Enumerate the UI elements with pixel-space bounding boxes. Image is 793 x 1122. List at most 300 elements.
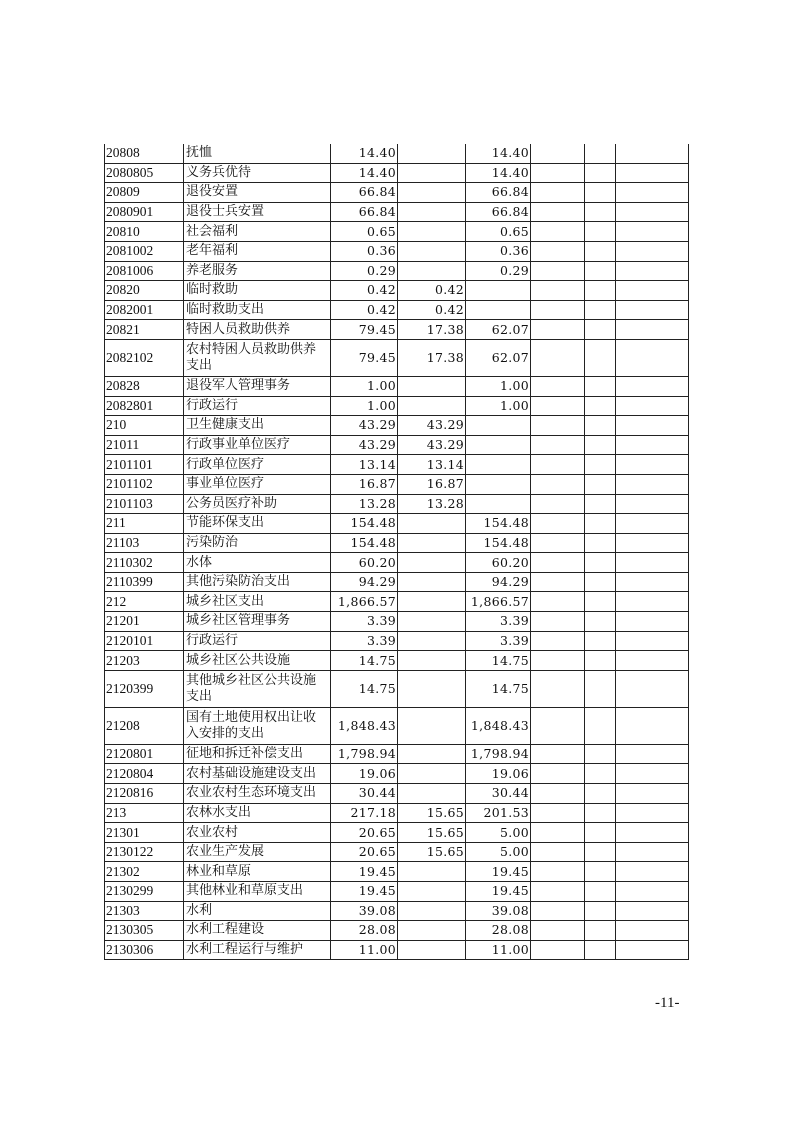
basic-expenditure-cell bbox=[398, 940, 466, 960]
total-amount-cell: 154.48 bbox=[331, 514, 398, 534]
table-row bbox=[105, 882, 689, 902]
account-code-cell: 2130122 bbox=[105, 842, 184, 862]
project-expenditure-cell bbox=[466, 455, 531, 475]
total-amount-cell: 0.36 bbox=[331, 241, 398, 261]
account-name-cell: 行政运行 bbox=[184, 631, 331, 651]
empty-cell bbox=[531, 862, 585, 882]
account-code-cell: 21303 bbox=[105, 901, 184, 921]
empty-cell bbox=[616, 901, 689, 921]
account-name-cell: 城乡社区公共设施 bbox=[184, 651, 331, 671]
account-code-cell: 2130305 bbox=[105, 921, 184, 941]
table-row bbox=[105, 474, 689, 494]
account-code-cell: 2080901 bbox=[105, 202, 184, 222]
empty-cell bbox=[585, 670, 616, 707]
account-name-cell: 社会福利 bbox=[184, 222, 331, 242]
empty-cell bbox=[616, 416, 689, 436]
total-amount-cell: 43.29 bbox=[331, 435, 398, 455]
empty-cell bbox=[531, 339, 585, 376]
basic-expenditure-cell bbox=[398, 514, 466, 534]
table-row bbox=[105, 842, 689, 862]
empty-cell bbox=[616, 764, 689, 784]
empty-cell bbox=[616, 940, 689, 960]
account-name-cell: 老年福利 bbox=[184, 241, 331, 261]
empty-cell bbox=[585, 803, 616, 823]
account-code-cell: 2130306 bbox=[105, 940, 184, 960]
empty-cell bbox=[531, 651, 585, 671]
basic-expenditure-cell bbox=[398, 144, 466, 163]
empty-cell bbox=[531, 784, 585, 804]
account-code-cell: 21201 bbox=[105, 612, 184, 632]
account-name-cell: 行政单位医疗 bbox=[184, 455, 331, 475]
account-code-cell: 2081006 bbox=[105, 261, 184, 281]
account-name-cell: 公务员医疗补助 bbox=[184, 494, 331, 514]
account-code-cell: 20821 bbox=[105, 320, 184, 340]
total-amount-cell: 154.48 bbox=[331, 533, 398, 553]
total-amount-cell: 1,848.43 bbox=[331, 707, 398, 744]
project-expenditure-cell: 94.29 bbox=[466, 572, 531, 592]
total-amount-cell: 79.45 bbox=[331, 339, 398, 376]
empty-cell bbox=[585, 435, 616, 455]
account-name-cell: 退役军人管理事务 bbox=[184, 376, 331, 396]
empty-cell bbox=[531, 183, 585, 203]
basic-expenditure-cell bbox=[398, 882, 466, 902]
empty-cell bbox=[616, 494, 689, 514]
empty-cell bbox=[531, 744, 585, 764]
account-name-cell: 水利 bbox=[184, 901, 331, 921]
table-row bbox=[105, 533, 689, 553]
account-name-cell: 农业农村生态环境支出 bbox=[184, 784, 331, 804]
empty-cell bbox=[616, 435, 689, 455]
total-amount-cell: 11.00 bbox=[331, 940, 398, 960]
empty-cell bbox=[616, 222, 689, 242]
empty-cell bbox=[531, 300, 585, 320]
basic-expenditure-cell bbox=[398, 651, 466, 671]
total-amount-cell: 14.75 bbox=[331, 670, 398, 707]
project-expenditure-cell: 201.53 bbox=[466, 803, 531, 823]
basic-expenditure-cell: 13.28 bbox=[398, 494, 466, 514]
account-code-cell: 2110399 bbox=[105, 572, 184, 592]
empty-cell bbox=[616, 474, 689, 494]
empty-cell bbox=[616, 281, 689, 301]
account-code-cell: 21103 bbox=[105, 533, 184, 553]
empty-cell bbox=[585, 396, 616, 416]
empty-cell bbox=[585, 474, 616, 494]
empty-cell bbox=[585, 612, 616, 632]
table-row bbox=[105, 553, 689, 573]
total-amount-cell: 94.29 bbox=[331, 572, 398, 592]
account-code-cell: 21301 bbox=[105, 823, 184, 843]
project-expenditure-cell: 3.39 bbox=[466, 612, 531, 632]
account-name-cell: 征地和拆迁补偿支出 bbox=[184, 744, 331, 764]
table-row bbox=[105, 202, 689, 222]
project-expenditure-cell: 1.00 bbox=[466, 396, 531, 416]
table-row bbox=[105, 744, 689, 764]
table-row bbox=[105, 455, 689, 475]
account-code-cell: 2120399 bbox=[105, 670, 184, 707]
table-row bbox=[105, 651, 689, 671]
project-expenditure-cell: 14.40 bbox=[466, 144, 531, 163]
project-expenditure-cell: 1,798.94 bbox=[466, 744, 531, 764]
project-expenditure-cell: 14.75 bbox=[466, 670, 531, 707]
empty-cell bbox=[616, 842, 689, 862]
total-amount-cell: 3.39 bbox=[331, 612, 398, 632]
total-amount-cell: 0.65 bbox=[331, 222, 398, 242]
basic-expenditure-cell bbox=[398, 572, 466, 592]
account-name-cell: 水体 bbox=[184, 553, 331, 573]
table-row bbox=[105, 514, 689, 534]
empty-cell bbox=[616, 163, 689, 183]
empty-cell bbox=[531, 396, 585, 416]
total-amount-cell: 1.00 bbox=[331, 376, 398, 396]
empty-cell bbox=[531, 241, 585, 261]
empty-cell bbox=[616, 744, 689, 764]
total-amount-cell: 66.84 bbox=[331, 202, 398, 222]
account-code-cell: 21011 bbox=[105, 435, 184, 455]
budget-expenditure-table bbox=[104, 144, 689, 960]
account-code-cell: 2101101 bbox=[105, 455, 184, 475]
empty-cell bbox=[531, 494, 585, 514]
table-row bbox=[105, 631, 689, 651]
table-row bbox=[105, 320, 689, 340]
table-row bbox=[105, 494, 689, 514]
account-code-cell: 2082801 bbox=[105, 396, 184, 416]
account-name-cell: 城乡社区管理事务 bbox=[184, 612, 331, 632]
account-name-cell: 退役安置 bbox=[184, 183, 331, 203]
total-amount-cell: 1.00 bbox=[331, 396, 398, 416]
empty-cell bbox=[585, 163, 616, 183]
basic-expenditure-cell bbox=[398, 222, 466, 242]
project-expenditure-cell: 62.07 bbox=[466, 320, 531, 340]
empty-cell bbox=[531, 631, 585, 651]
total-amount-cell: 60.20 bbox=[331, 553, 398, 573]
project-expenditure-cell: 60.20 bbox=[466, 553, 531, 573]
empty-cell bbox=[585, 376, 616, 396]
account-name-cell: 临时救助支出 bbox=[184, 300, 331, 320]
project-expenditure-cell: 19.45 bbox=[466, 862, 531, 882]
total-amount-cell: 1,866.57 bbox=[331, 592, 398, 612]
project-expenditure-cell: 0.36 bbox=[466, 241, 531, 261]
account-name-cell: 林业和草原 bbox=[184, 862, 331, 882]
project-expenditure-cell: 3.39 bbox=[466, 631, 531, 651]
empty-cell bbox=[531, 320, 585, 340]
empty-cell bbox=[616, 144, 689, 163]
empty-cell bbox=[531, 901, 585, 921]
project-expenditure-cell: 14.40 bbox=[466, 163, 531, 183]
total-amount-cell: 16.87 bbox=[331, 474, 398, 494]
empty-cell bbox=[616, 921, 689, 941]
account-code-cell: 2082001 bbox=[105, 300, 184, 320]
total-amount-cell: 14.40 bbox=[331, 144, 398, 163]
project-expenditure-cell: 1.00 bbox=[466, 376, 531, 396]
account-name-cell: 退役士兵安置 bbox=[184, 202, 331, 222]
account-name-cell: 国有土地使用权出让收入安排的支出 bbox=[184, 707, 331, 744]
account-code-cell: 2120101 bbox=[105, 631, 184, 651]
project-expenditure-cell: 0.65 bbox=[466, 222, 531, 242]
empty-cell bbox=[585, 320, 616, 340]
project-expenditure-cell: 66.84 bbox=[466, 183, 531, 203]
basic-expenditure-cell bbox=[398, 183, 466, 203]
account-name-cell: 特困人员救助供养 bbox=[184, 320, 331, 340]
total-amount-cell: 43.29 bbox=[331, 416, 398, 436]
basic-expenditure-cell bbox=[398, 670, 466, 707]
basic-expenditure-cell: 43.29 bbox=[398, 435, 466, 455]
basic-expenditure-cell: 17.38 bbox=[398, 320, 466, 340]
basic-expenditure-cell: 0.42 bbox=[398, 300, 466, 320]
account-name-cell: 其他污染防治支出 bbox=[184, 572, 331, 592]
empty-cell bbox=[616, 533, 689, 553]
total-amount-cell: 19.45 bbox=[331, 862, 398, 882]
basic-expenditure-cell bbox=[398, 862, 466, 882]
account-code-cell: 20828 bbox=[105, 376, 184, 396]
total-amount-cell: 13.14 bbox=[331, 455, 398, 475]
account-name-cell: 抚恤 bbox=[184, 144, 331, 163]
account-code-cell: 2101102 bbox=[105, 474, 184, 494]
empty-cell bbox=[531, 202, 585, 222]
table-row bbox=[105, 339, 689, 376]
account-code-cell: 213 bbox=[105, 803, 184, 823]
basic-expenditure-cell bbox=[398, 921, 466, 941]
empty-cell bbox=[531, 612, 585, 632]
table-row bbox=[105, 784, 689, 804]
table-row bbox=[105, 803, 689, 823]
account-code-cell: 2120801 bbox=[105, 744, 184, 764]
empty-cell bbox=[585, 494, 616, 514]
empty-cell bbox=[585, 744, 616, 764]
account-code-cell: 2082102 bbox=[105, 339, 184, 376]
empty-cell bbox=[616, 784, 689, 804]
empty-cell bbox=[585, 631, 616, 651]
account-code-cell: 21203 bbox=[105, 651, 184, 671]
account-code-cell: 21208 bbox=[105, 707, 184, 744]
project-expenditure-cell: 14.75 bbox=[466, 651, 531, 671]
basic-expenditure-cell bbox=[398, 744, 466, 764]
table-row bbox=[105, 144, 689, 163]
account-code-cell: 210 bbox=[105, 416, 184, 436]
empty-cell bbox=[585, 784, 616, 804]
empty-cell bbox=[531, 222, 585, 242]
empty-cell bbox=[585, 533, 616, 553]
empty-cell bbox=[585, 901, 616, 921]
table-row bbox=[105, 300, 689, 320]
account-name-cell: 行政事业单位医疗 bbox=[184, 435, 331, 455]
account-name-cell: 农村基础设施建设支出 bbox=[184, 764, 331, 784]
account-name-cell: 节能环保支出 bbox=[184, 514, 331, 534]
basic-expenditure-cell: 0.42 bbox=[398, 281, 466, 301]
account-name-cell: 义务兵优待 bbox=[184, 163, 331, 183]
basic-expenditure-cell: 15.65 bbox=[398, 823, 466, 843]
empty-cell bbox=[585, 281, 616, 301]
total-amount-cell: 1,798.94 bbox=[331, 744, 398, 764]
empty-cell bbox=[616, 882, 689, 902]
account-name-cell: 养老服务 bbox=[184, 261, 331, 281]
project-expenditure-cell: 66.84 bbox=[466, 202, 531, 222]
empty-cell bbox=[585, 940, 616, 960]
account-code-cell: 20810 bbox=[105, 222, 184, 242]
empty-cell bbox=[585, 416, 616, 436]
project-expenditure-cell: 154.48 bbox=[466, 514, 531, 534]
total-amount-cell: 28.08 bbox=[331, 921, 398, 941]
total-amount-cell: 14.75 bbox=[331, 651, 398, 671]
basic-expenditure-cell bbox=[398, 163, 466, 183]
account-name-cell: 卫生健康支出 bbox=[184, 416, 331, 436]
project-expenditure-cell: 11.00 bbox=[466, 940, 531, 960]
empty-cell bbox=[585, 222, 616, 242]
table-row bbox=[105, 261, 689, 281]
project-expenditure-cell: 62.07 bbox=[466, 339, 531, 376]
basic-expenditure-cell: 15.65 bbox=[398, 842, 466, 862]
account-name-cell: 城乡社区支出 bbox=[184, 592, 331, 612]
account-name-cell: 农业农村 bbox=[184, 823, 331, 843]
project-expenditure-cell: 19.45 bbox=[466, 882, 531, 902]
table-row bbox=[105, 670, 689, 707]
table-row bbox=[105, 281, 689, 301]
account-code-cell: 2110302 bbox=[105, 553, 184, 573]
project-expenditure-cell: 30.44 bbox=[466, 784, 531, 804]
account-code-cell: 20809 bbox=[105, 183, 184, 203]
basic-expenditure-cell: 43.29 bbox=[398, 416, 466, 436]
account-code-cell: 21302 bbox=[105, 862, 184, 882]
empty-cell bbox=[531, 592, 585, 612]
empty-cell bbox=[531, 803, 585, 823]
project-expenditure-cell: 5.00 bbox=[466, 823, 531, 843]
total-amount-cell: 0.42 bbox=[331, 300, 398, 320]
account-name-cell: 农业生产发展 bbox=[184, 842, 331, 862]
empty-cell bbox=[585, 339, 616, 376]
empty-cell bbox=[585, 842, 616, 862]
empty-cell bbox=[616, 631, 689, 651]
basic-expenditure-cell bbox=[398, 553, 466, 573]
empty-cell bbox=[585, 300, 616, 320]
empty-cell bbox=[531, 281, 585, 301]
table-row bbox=[105, 183, 689, 203]
account-code-cell: 211 bbox=[105, 514, 184, 534]
empty-cell bbox=[616, 823, 689, 843]
empty-cell bbox=[616, 514, 689, 534]
empty-cell bbox=[585, 651, 616, 671]
basic-expenditure-cell: 17.38 bbox=[398, 339, 466, 376]
table-row bbox=[105, 592, 689, 612]
total-amount-cell: 0.42 bbox=[331, 281, 398, 301]
total-amount-cell: 3.39 bbox=[331, 631, 398, 651]
account-name-cell: 事业单位医疗 bbox=[184, 474, 331, 494]
project-expenditure-cell: 1,866.57 bbox=[466, 592, 531, 612]
empty-cell bbox=[531, 514, 585, 534]
project-expenditure-cell bbox=[466, 494, 531, 514]
empty-cell bbox=[531, 882, 585, 902]
empty-cell bbox=[531, 376, 585, 396]
table-row bbox=[105, 241, 689, 261]
project-expenditure-cell bbox=[466, 300, 531, 320]
table-row bbox=[105, 612, 689, 632]
empty-cell bbox=[616, 670, 689, 707]
project-expenditure-cell: 28.08 bbox=[466, 921, 531, 941]
table-row bbox=[105, 416, 689, 436]
basic-expenditure-cell bbox=[398, 241, 466, 261]
table-row bbox=[105, 396, 689, 416]
table-row bbox=[105, 572, 689, 592]
project-expenditure-cell: 5.00 bbox=[466, 842, 531, 862]
empty-cell bbox=[616, 241, 689, 261]
basic-expenditure-cell: 16.87 bbox=[398, 474, 466, 494]
total-amount-cell: 13.28 bbox=[331, 494, 398, 514]
empty-cell bbox=[585, 707, 616, 744]
account-name-cell: 水利工程运行与维护 bbox=[184, 940, 331, 960]
account-name-cell: 污染防治 bbox=[184, 533, 331, 553]
empty-cell bbox=[531, 261, 585, 281]
empty-cell bbox=[616, 707, 689, 744]
empty-cell bbox=[616, 396, 689, 416]
empty-cell bbox=[585, 592, 616, 612]
basic-expenditure-cell bbox=[398, 764, 466, 784]
table-row bbox=[105, 921, 689, 941]
table-row bbox=[105, 376, 689, 396]
total-amount-cell: 20.65 bbox=[331, 842, 398, 862]
basic-expenditure-cell bbox=[398, 396, 466, 416]
project-expenditure-cell bbox=[466, 474, 531, 494]
empty-cell bbox=[616, 376, 689, 396]
empty-cell bbox=[585, 553, 616, 573]
account-code-cell: 2120804 bbox=[105, 764, 184, 784]
basic-expenditure-cell: 13.14 bbox=[398, 455, 466, 475]
empty-cell bbox=[616, 455, 689, 475]
total-amount-cell: 0.29 bbox=[331, 261, 398, 281]
basic-expenditure-cell bbox=[398, 631, 466, 651]
table-row bbox=[105, 707, 689, 744]
empty-cell bbox=[616, 202, 689, 222]
empty-cell bbox=[616, 572, 689, 592]
table-row bbox=[105, 823, 689, 843]
basic-expenditure-cell bbox=[398, 376, 466, 396]
empty-cell bbox=[616, 803, 689, 823]
project-expenditure-cell bbox=[466, 281, 531, 301]
empty-cell bbox=[531, 572, 585, 592]
empty-cell bbox=[616, 612, 689, 632]
empty-cell bbox=[585, 882, 616, 902]
total-amount-cell: 217.18 bbox=[331, 803, 398, 823]
page-number: -11- bbox=[655, 995, 680, 1011]
empty-cell bbox=[585, 144, 616, 163]
basic-expenditure-cell bbox=[398, 202, 466, 222]
total-amount-cell: 19.06 bbox=[331, 764, 398, 784]
account-name-cell: 临时救助 bbox=[184, 281, 331, 301]
table-row bbox=[105, 901, 689, 921]
empty-cell bbox=[585, 921, 616, 941]
total-amount-cell: 19.45 bbox=[331, 882, 398, 902]
account-code-cell: 20808 bbox=[105, 144, 184, 163]
basic-expenditure-cell bbox=[398, 533, 466, 553]
table-row bbox=[105, 862, 689, 882]
empty-cell bbox=[531, 144, 585, 163]
empty-cell bbox=[585, 572, 616, 592]
empty-cell bbox=[531, 474, 585, 494]
empty-cell bbox=[616, 261, 689, 281]
account-name-cell: 农林水支出 bbox=[184, 803, 331, 823]
account-name-cell: 水利工程建设 bbox=[184, 921, 331, 941]
project-expenditure-cell bbox=[466, 435, 531, 455]
project-expenditure-cell: 0.29 bbox=[466, 261, 531, 281]
empty-cell bbox=[531, 670, 585, 707]
empty-cell bbox=[585, 764, 616, 784]
empty-cell bbox=[616, 183, 689, 203]
project-expenditure-cell: 19.06 bbox=[466, 764, 531, 784]
account-name-cell: 农村特困人员救助供养支出 bbox=[184, 339, 331, 376]
total-amount-cell: 66.84 bbox=[331, 183, 398, 203]
empty-cell bbox=[585, 455, 616, 475]
empty-cell bbox=[585, 261, 616, 281]
empty-cell bbox=[531, 553, 585, 573]
empty-cell bbox=[531, 764, 585, 784]
basic-expenditure-cell bbox=[398, 261, 466, 281]
